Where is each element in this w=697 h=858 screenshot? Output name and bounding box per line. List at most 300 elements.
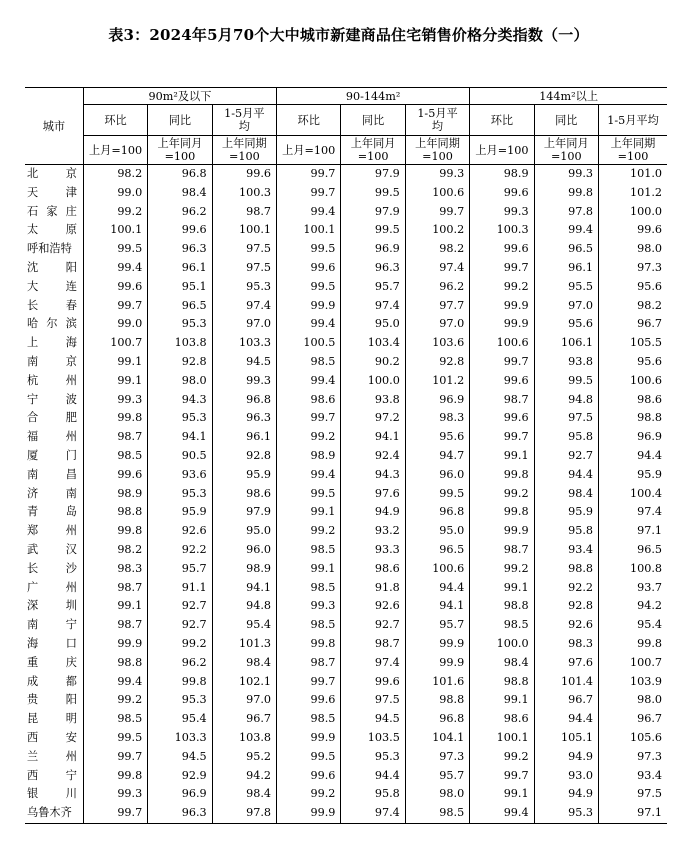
- city-name: 沈 阳: [27, 260, 77, 274]
- index-value: 98.2: [405, 240, 469, 259]
- index-value: 98.5: [277, 541, 341, 560]
- index-value: 99.1: [83, 372, 147, 391]
- index-value: 99.5: [83, 729, 147, 748]
- index-value: 99.2: [148, 635, 212, 654]
- index-value: 100.6: [470, 334, 534, 353]
- index-value: 92.7: [148, 597, 212, 616]
- index-value: 94.2: [212, 767, 276, 786]
- index-value: 99.7: [83, 748, 147, 767]
- index-value: 96.2: [148, 654, 212, 673]
- table-row: [25, 710, 667, 729]
- index-value: 99.4: [83, 259, 147, 278]
- index-value: 99.7: [470, 259, 534, 278]
- index-value: 98.6: [470, 710, 534, 729]
- index-value: 95.2: [212, 748, 276, 767]
- table-row: [25, 353, 667, 372]
- city-name: 青 岛: [27, 505, 77, 519]
- index-value: 99.7: [277, 165, 341, 184]
- index-value: 98.9: [212, 560, 276, 579]
- index-value: 95.3: [341, 748, 405, 767]
- index-value: 99.6: [277, 767, 341, 786]
- index-value: 98.5: [277, 353, 341, 372]
- group-header: 90-144m²: [277, 88, 470, 105]
- index-value: 98.8: [470, 673, 534, 692]
- index-value: 99.6: [277, 259, 341, 278]
- city-name: 深 圳: [27, 599, 77, 613]
- index-value: 96.7: [599, 710, 668, 729]
- city-name: 海 口: [27, 636, 77, 650]
- index-value: 99.7: [277, 184, 341, 203]
- column-header: 1-5月平均: [212, 105, 276, 136]
- table-row: [25, 259, 667, 278]
- city-name: 重 庆: [27, 655, 77, 669]
- index-value: 95.6: [534, 315, 598, 334]
- index-value: 95.4: [212, 616, 276, 635]
- index-value: 98.8: [83, 503, 147, 522]
- index-value: 99.1: [83, 353, 147, 372]
- index-value: 99.8: [534, 184, 598, 203]
- index-value: 92.6: [341, 597, 405, 616]
- index-value: 95.6: [405, 428, 469, 447]
- index-value: 97.5: [599, 785, 668, 804]
- index-value: 96.1: [148, 259, 212, 278]
- index-value: 98.2: [83, 165, 147, 184]
- index-value: 98.5: [83, 447, 147, 466]
- column-base: 上年同月=100: [341, 136, 405, 165]
- index-value: 99.1: [470, 579, 534, 598]
- index-value: 93.4: [534, 541, 598, 560]
- index-value: 94.7: [405, 447, 469, 466]
- table-row: [25, 635, 667, 654]
- table-row: [25, 165, 667, 184]
- index-value: 99.6: [277, 691, 341, 710]
- index-value: 99.1: [277, 560, 341, 579]
- index-value: 95.6: [599, 353, 668, 372]
- column-header: 1-5月平均: [599, 105, 668, 136]
- index-value: 99.5: [277, 278, 341, 297]
- table-row: [25, 673, 667, 692]
- index-value: 97.2: [341, 409, 405, 428]
- index-value: 100.1: [83, 221, 147, 240]
- price-index-table: [25, 87, 667, 824]
- table-body: [25, 165, 667, 824]
- table-row: [25, 315, 667, 334]
- index-value: 99.7: [470, 767, 534, 786]
- index-value: 101.0: [599, 165, 668, 184]
- index-value: 100.0: [470, 635, 534, 654]
- index-value: 98.6: [341, 560, 405, 579]
- index-value: 95.1: [148, 278, 212, 297]
- index-value: 94.1: [212, 579, 276, 598]
- page-title: 表3：2024年5月70个大中城市新建商品住宅销售价格分类指数（一）: [108, 26, 589, 44]
- index-value: 95.0: [405, 522, 469, 541]
- index-value: 99.8: [470, 503, 534, 522]
- index-value: 98.7: [470, 541, 534, 560]
- index-value: 95.0: [212, 522, 276, 541]
- index-value: 101.2: [599, 184, 668, 203]
- column-base: 上月=100: [470, 136, 534, 165]
- index-value: 99.4: [534, 221, 598, 240]
- city-name: 南 京: [27, 354, 77, 368]
- index-value: 99.8: [83, 409, 147, 428]
- index-value: 94.5: [148, 748, 212, 767]
- index-value: 101.6: [405, 673, 469, 692]
- index-value: 103.5: [341, 729, 405, 748]
- index-value: 99.2: [470, 748, 534, 767]
- index-value: 103.3: [212, 334, 276, 353]
- index-value: 97.4: [405, 259, 469, 278]
- index-value: 96.9: [148, 785, 212, 804]
- index-value: 97.5: [212, 259, 276, 278]
- index-value: 99.4: [277, 315, 341, 334]
- index-value: 97.1: [599, 522, 668, 541]
- index-value: 90.5: [148, 447, 212, 466]
- index-value: 91.8: [341, 579, 405, 598]
- index-value: 98.9: [470, 165, 534, 184]
- index-value: 99.5: [83, 240, 147, 259]
- city-name: 福 州: [27, 430, 77, 444]
- column-header: 环比: [277, 105, 341, 136]
- index-value: 99.6: [148, 221, 212, 240]
- city-name: 南 宁: [27, 618, 77, 632]
- index-value: 98.4: [148, 184, 212, 203]
- index-value: 96.7: [212, 710, 276, 729]
- index-value: 97.4: [341, 804, 405, 823]
- index-value: 98.0: [148, 372, 212, 391]
- index-value: 92.4: [341, 447, 405, 466]
- city-name: 南 昌: [27, 467, 77, 481]
- index-value: 103.3: [148, 729, 212, 748]
- table-row: [25, 240, 667, 259]
- index-value: 96.5: [405, 541, 469, 560]
- index-value: 98.5: [277, 710, 341, 729]
- index-value: 95.4: [599, 616, 668, 635]
- index-value: 93.2: [341, 522, 405, 541]
- group-header: 90m²及以下: [83, 88, 276, 105]
- index-value: 96.2: [148, 203, 212, 222]
- index-value: 92.2: [148, 541, 212, 560]
- index-value: 98.8: [534, 560, 598, 579]
- index-value: 99.2: [277, 785, 341, 804]
- index-value: 94.3: [148, 391, 212, 410]
- city-name: 兰 州: [27, 749, 77, 763]
- city-name: 合 肥: [27, 411, 77, 425]
- table-row: [25, 221, 667, 240]
- index-value: 94.9: [534, 748, 598, 767]
- index-value: 95.0: [341, 315, 405, 334]
- index-value: 100.7: [599, 654, 668, 673]
- index-value: 106.1: [534, 334, 598, 353]
- index-value: 100.0: [341, 372, 405, 391]
- table-row: [25, 579, 667, 598]
- index-value: 99.6: [470, 372, 534, 391]
- index-value: 95.7: [148, 560, 212, 579]
- index-value: 99.4: [83, 673, 147, 692]
- index-value: 94.2: [599, 597, 668, 616]
- index-value: 94.4: [405, 579, 469, 598]
- index-value: 96.9: [599, 428, 668, 447]
- city-name: 北 京: [25, 165, 83, 184]
- index-value: 96.3: [148, 804, 212, 823]
- index-value: 95.7: [405, 767, 469, 786]
- index-value: 99.5: [277, 240, 341, 259]
- column-base: 上年同月=100: [534, 136, 598, 165]
- index-value: 98.3: [534, 635, 598, 654]
- table-row: [25, 409, 667, 428]
- index-value: 97.4: [341, 654, 405, 673]
- index-value: 98.6: [212, 485, 276, 504]
- index-value: 99.2: [470, 560, 534, 579]
- column-header: 环比: [83, 105, 147, 136]
- index-value: 97.3: [599, 748, 668, 767]
- city-name: 昆 明: [27, 712, 77, 726]
- column-header: 1-5月平均: [405, 105, 469, 136]
- table-row: [25, 767, 667, 786]
- table-header: [25, 88, 667, 165]
- index-value: 96.9: [405, 391, 469, 410]
- index-value: 98.9: [83, 485, 147, 504]
- city-name: 厦 门: [27, 448, 77, 462]
- index-value: 98.0: [405, 785, 469, 804]
- index-value: 96.1: [212, 428, 276, 447]
- index-value: 97.5: [212, 240, 276, 259]
- index-value: 103.8: [148, 334, 212, 353]
- index-value: 99.3: [277, 597, 341, 616]
- index-value: 94.1: [341, 428, 405, 447]
- index-value: 93.7: [599, 579, 668, 598]
- index-value: 92.7: [148, 616, 212, 635]
- table-row: [25, 804, 667, 823]
- index-value: 92.8: [148, 353, 212, 372]
- index-value: 92.8: [405, 353, 469, 372]
- column-base: 上月=100: [83, 136, 147, 165]
- index-value: 100.1: [212, 221, 276, 240]
- index-value: 98.8: [83, 654, 147, 673]
- index-value: 101.2: [405, 372, 469, 391]
- index-value: 97.4: [212, 297, 276, 316]
- index-value: 97.3: [405, 748, 469, 767]
- index-value: 101.4: [534, 673, 598, 692]
- index-value: 99.3: [470, 203, 534, 222]
- index-value: 99.2: [83, 203, 147, 222]
- index-value: 99.5: [277, 748, 341, 767]
- index-value: 98.2: [83, 541, 147, 560]
- index-value: 96.0: [212, 541, 276, 560]
- index-value: 99.3: [212, 372, 276, 391]
- index-value: 100.6: [599, 372, 668, 391]
- index-value: 99.2: [470, 485, 534, 504]
- index-value: 100.6: [405, 560, 469, 579]
- index-value: 98.4: [212, 785, 276, 804]
- index-value: 97.0: [534, 297, 598, 316]
- index-value: 95.7: [341, 278, 405, 297]
- index-value: 100.1: [470, 729, 534, 748]
- index-value: 97.7: [405, 297, 469, 316]
- index-value: 97.3: [599, 259, 668, 278]
- city-name: 太 原: [27, 223, 77, 237]
- index-value: 97.9: [341, 203, 405, 222]
- index-value: 99.1: [277, 503, 341, 522]
- index-value: 99.8: [83, 767, 147, 786]
- index-value: 93.8: [534, 353, 598, 372]
- index-value: 99.9: [83, 635, 147, 654]
- table-row: [25, 654, 667, 673]
- city-name: 长 沙: [27, 561, 77, 575]
- index-value: 99.1: [470, 785, 534, 804]
- index-value: 94.5: [212, 353, 276, 372]
- table-row: [25, 372, 667, 391]
- index-value: 98.9: [277, 447, 341, 466]
- index-value: 98.0: [599, 240, 668, 259]
- index-value: 92.2: [534, 579, 598, 598]
- index-value: 93.0: [534, 767, 598, 786]
- index-value: 105.1: [534, 729, 598, 748]
- index-value: 96.2: [405, 278, 469, 297]
- index-value: 98.5: [277, 616, 341, 635]
- index-value: 99.8: [83, 522, 147, 541]
- index-value: 100.7: [83, 334, 147, 353]
- index-value: 94.4: [534, 466, 598, 485]
- index-value: 99.6: [470, 409, 534, 428]
- index-value: 94.8: [534, 391, 598, 410]
- index-value: 100.3: [212, 184, 276, 203]
- index-value: 98.2: [599, 297, 668, 316]
- index-value: 98.5: [83, 710, 147, 729]
- table-row: [25, 560, 667, 579]
- index-value: 99.2: [470, 278, 534, 297]
- index-value: 99.7: [83, 297, 147, 316]
- city-name: 成 都: [27, 674, 77, 688]
- index-value: 95.9: [148, 503, 212, 522]
- table-row: [25, 278, 667, 297]
- city-name: 银 川: [27, 787, 77, 801]
- index-value: 99.9: [405, 635, 469, 654]
- index-value: 99.4: [470, 804, 534, 823]
- index-value: 98.6: [277, 391, 341, 410]
- index-value: 96.8: [148, 165, 212, 184]
- index-value: 98.3: [405, 409, 469, 428]
- index-value: 95.7: [405, 616, 469, 635]
- index-value: 96.7: [599, 315, 668, 334]
- column-base: 上年同期=100: [405, 136, 469, 165]
- index-value: 99.1: [83, 597, 147, 616]
- index-value: 96.9: [341, 240, 405, 259]
- index-value: 94.1: [405, 597, 469, 616]
- index-value: 96.8: [212, 391, 276, 410]
- index-value: 92.8: [534, 597, 598, 616]
- index-value: 100.6: [405, 184, 469, 203]
- city-name: 长 春: [27, 298, 77, 312]
- index-value: 97.9: [212, 503, 276, 522]
- index-value: 99.1: [470, 447, 534, 466]
- city-name: 武 汉: [27, 542, 77, 556]
- city-name: 哈 尔 滨: [27, 317, 77, 331]
- index-value: 99.9: [277, 729, 341, 748]
- index-value: 99.3: [405, 165, 469, 184]
- index-value: 98.7: [83, 579, 147, 598]
- index-value: 99.6: [83, 466, 147, 485]
- index-value: 95.9: [534, 503, 598, 522]
- index-value: 95.9: [599, 466, 668, 485]
- index-value: 98.5: [405, 804, 469, 823]
- index-value: 95.8: [534, 428, 598, 447]
- index-value: 99.0: [83, 315, 147, 334]
- index-value: 97.0: [405, 315, 469, 334]
- index-value: 94.5: [341, 710, 405, 729]
- index-value: 99.5: [341, 221, 405, 240]
- index-value: 99.0: [83, 184, 147, 203]
- index-value: 94.9: [534, 785, 598, 804]
- index-value: 99.6: [599, 221, 668, 240]
- index-value: 92.9: [148, 767, 212, 786]
- index-value: 99.2: [83, 691, 147, 710]
- table-row: [25, 485, 667, 504]
- table-row: [25, 541, 667, 560]
- table-row: [25, 466, 667, 485]
- index-value: 94.1: [148, 428, 212, 447]
- index-value: 96.3: [148, 240, 212, 259]
- index-value: 99.9: [470, 315, 534, 334]
- city-name: 石 家 庄: [27, 204, 77, 218]
- index-value: 99.9: [277, 297, 341, 316]
- city-name: 济 南: [27, 486, 77, 500]
- index-value: 99.8: [277, 635, 341, 654]
- index-value: 99.6: [470, 240, 534, 259]
- column-base: 上年同月=100: [148, 136, 212, 165]
- table-row: [25, 616, 667, 635]
- table-row: [25, 391, 667, 410]
- index-value: 92.8: [212, 447, 276, 466]
- index-value: 99.2: [277, 522, 341, 541]
- index-value: 92.6: [148, 522, 212, 541]
- index-value: 100.8: [599, 560, 668, 579]
- index-value: 95.9: [212, 466, 276, 485]
- index-value: 99.3: [83, 785, 147, 804]
- index-value: 103.8: [212, 729, 276, 748]
- index-value: 98.8: [599, 409, 668, 428]
- index-value: 99.6: [83, 278, 147, 297]
- index-value: 99.7: [277, 409, 341, 428]
- index-value: 96.0: [405, 466, 469, 485]
- index-value: 99.8: [599, 635, 668, 654]
- table-row: [25, 729, 667, 748]
- index-value: 99.7: [470, 353, 534, 372]
- index-value: 97.9: [341, 165, 405, 184]
- index-value: 95.3: [148, 485, 212, 504]
- index-value: 99.6: [341, 673, 405, 692]
- city-name: 西 安: [27, 730, 77, 744]
- column-base: 上月=100: [277, 136, 341, 165]
- index-value: 99.5: [341, 184, 405, 203]
- city-name: 天 津: [27, 185, 77, 199]
- index-value: 104.1: [405, 729, 469, 748]
- column-header: 同比: [148, 105, 212, 136]
- index-value: 98.4: [470, 654, 534, 673]
- city-name: 上 海: [27, 336, 77, 350]
- index-value: 94.4: [599, 447, 668, 466]
- city-name: 宁 波: [27, 392, 77, 406]
- index-value: 96.5: [599, 541, 668, 560]
- index-value: 93.3: [341, 541, 405, 560]
- index-value: 99.4: [277, 466, 341, 485]
- table-row: [25, 503, 667, 522]
- table-row: [25, 428, 667, 447]
- index-value: 99.7: [277, 673, 341, 692]
- index-value: 92.7: [534, 447, 598, 466]
- index-value: 100.2: [405, 221, 469, 240]
- index-value: 95.3: [148, 315, 212, 334]
- index-value: 97.0: [212, 315, 276, 334]
